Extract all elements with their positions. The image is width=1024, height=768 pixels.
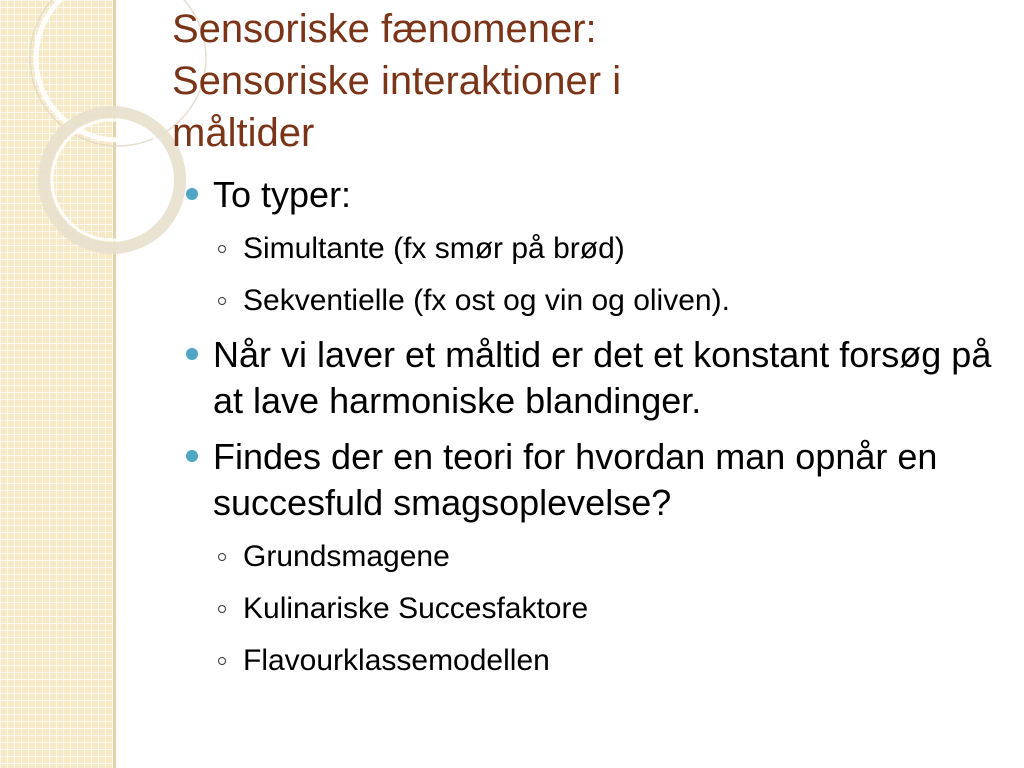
bullet-list <box>185 172 1015 692</box>
bullet-dot-icon <box>186 450 198 462</box>
sub-bullet-ring-icon <box>218 245 226 253</box>
bullet-dot-icon <box>186 348 198 360</box>
bullet-text: Findes der en teori for hvordan man opnår en succesfuld smagsoplevelse? <box>213 436 938 523</box>
sub-bullet-text: Grundsmagene <box>243 540 450 573</box>
sub-bullet-ring-icon <box>218 605 226 613</box>
sub-bullet-text: Kulinariske Succesfaktore <box>243 592 589 625</box>
bullet-item <box>185 172 1015 218</box>
bullet-item <box>185 434 1015 526</box>
title-line: måltider <box>172 111 315 155</box>
sub-bullet-ring-icon <box>218 297 226 305</box>
sub-bullet-text: Simultante (fx smør på brød) <box>243 232 625 265</box>
bullet-dot-icon <box>186 188 198 200</box>
bullet-text: To typer: <box>213 174 352 215</box>
sub-bullet-text: Sekventielle (fx ost og vin og oliven). <box>243 284 730 317</box>
sub-bullet-item <box>185 536 1015 578</box>
sub-bullet-ring-icon <box>218 657 226 665</box>
sub-bullet-item <box>185 228 1015 270</box>
title-line: Sensoriske interaktioner i <box>172 59 622 103</box>
sub-bullet-ring-icon <box>218 553 226 561</box>
sub-bullet-item <box>185 640 1015 682</box>
sub-bullet-text: Flavourklassemodellen <box>243 644 550 677</box>
bullet-text: Når vi laver et måltid er det et konstant forsøg på at lave harmoniske blandinger. <box>213 334 992 421</box>
slide-title <box>172 3 932 159</box>
title-line: Sensoriske fænomener: <box>172 7 597 51</box>
sub-bullet-item <box>185 588 1015 630</box>
sub-bullet-item <box>185 280 1015 322</box>
bullet-item <box>185 332 1015 424</box>
